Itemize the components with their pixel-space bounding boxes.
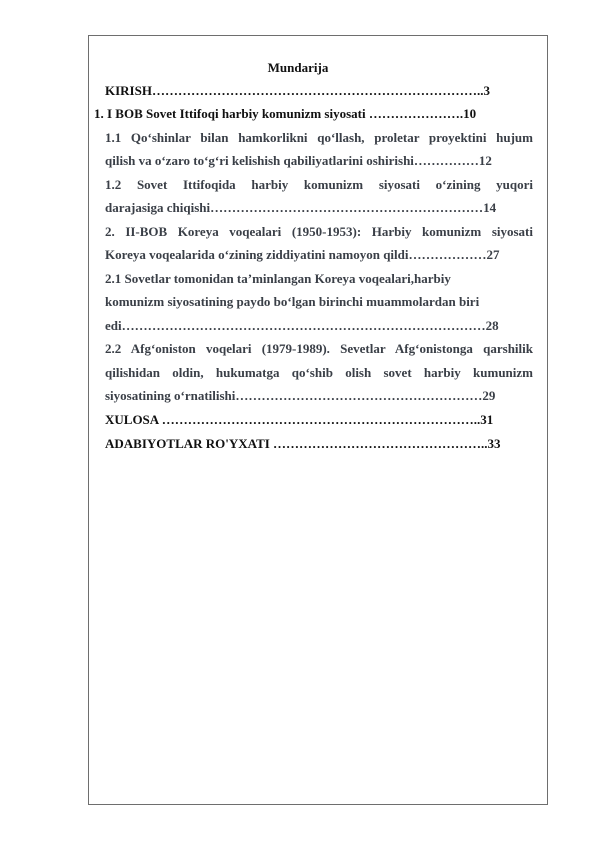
toc-entry-xulosa: XULOSA ………………………………………………………………..31 xyxy=(105,412,494,427)
toc-title: Mundarija xyxy=(267,60,329,75)
toc-entry-1-2-line2: darajasiga chiqishi………………………………………………………14 xyxy=(105,200,497,215)
toc-entry-bob2-line1: 2. II-BOB Koreya voqealari (1950-1953): Harbiy komunizm siyosati xyxy=(105,224,533,239)
toc-entry-bob2-line2: Koreya voqealarida o‘zining ziddiyatini namoyon qildi………………27 xyxy=(105,247,500,262)
toc-entry-kirish: KIRISH…………………………………………………………………..3 xyxy=(105,83,490,98)
toc-entry-adabiyotlar: ADABIYOTLAR RO'YXATI …………………………………………..33 xyxy=(105,436,501,451)
toc-entry-bob1-number: 1. xyxy=(94,106,104,121)
toc-entry-bob1-text: I BOB Sovet Ittifoqi harbiy komunizm siyosati ………………….10 xyxy=(107,106,477,121)
toc-entry-1-1-line1: 1.1 Qo‘shinlar bilan hamkorlikni qo‘llash, proletar proyektini hujum xyxy=(105,130,533,145)
toc-entry-2-1-line3: edi…………………………………………………………………………28 xyxy=(105,318,499,333)
toc-entry-2-2-line3: siyosatining o‘rnatilishi…………………………………………………29 xyxy=(105,388,496,403)
toc-entry-2-1-line2: komunizm siyosatining paydo bo‘lgan birinchi muammolardan biri xyxy=(105,294,480,309)
toc-entry-1-2-line1: 1.2 Sovet Ittifoqida harbiy komunizm siyosati o‘zining yuqori xyxy=(105,177,533,192)
toc-entry-bob1 xyxy=(94,106,476,122)
toc-entry-1-1-line2: qilish va o‘zaro to‘g‘ri kelishish qabiliyatlarini oshirishi……………12 xyxy=(105,153,492,168)
toc-entry-2-2-line2: qilishidan oldin, hukumatga qo‘shib olish sovet harbiy kumunizm xyxy=(105,365,533,380)
toc-entry-2-2-line1: 2.2 Afg‘oniston voqelari (1979-1989). Sevetlar Afg‘onistonga qarshilik xyxy=(105,341,533,356)
toc-entry-2-1-line1: 2.1 Sovetlar tomonidan ta’minlangan Koreya voqealari,harbiy xyxy=(105,271,451,286)
